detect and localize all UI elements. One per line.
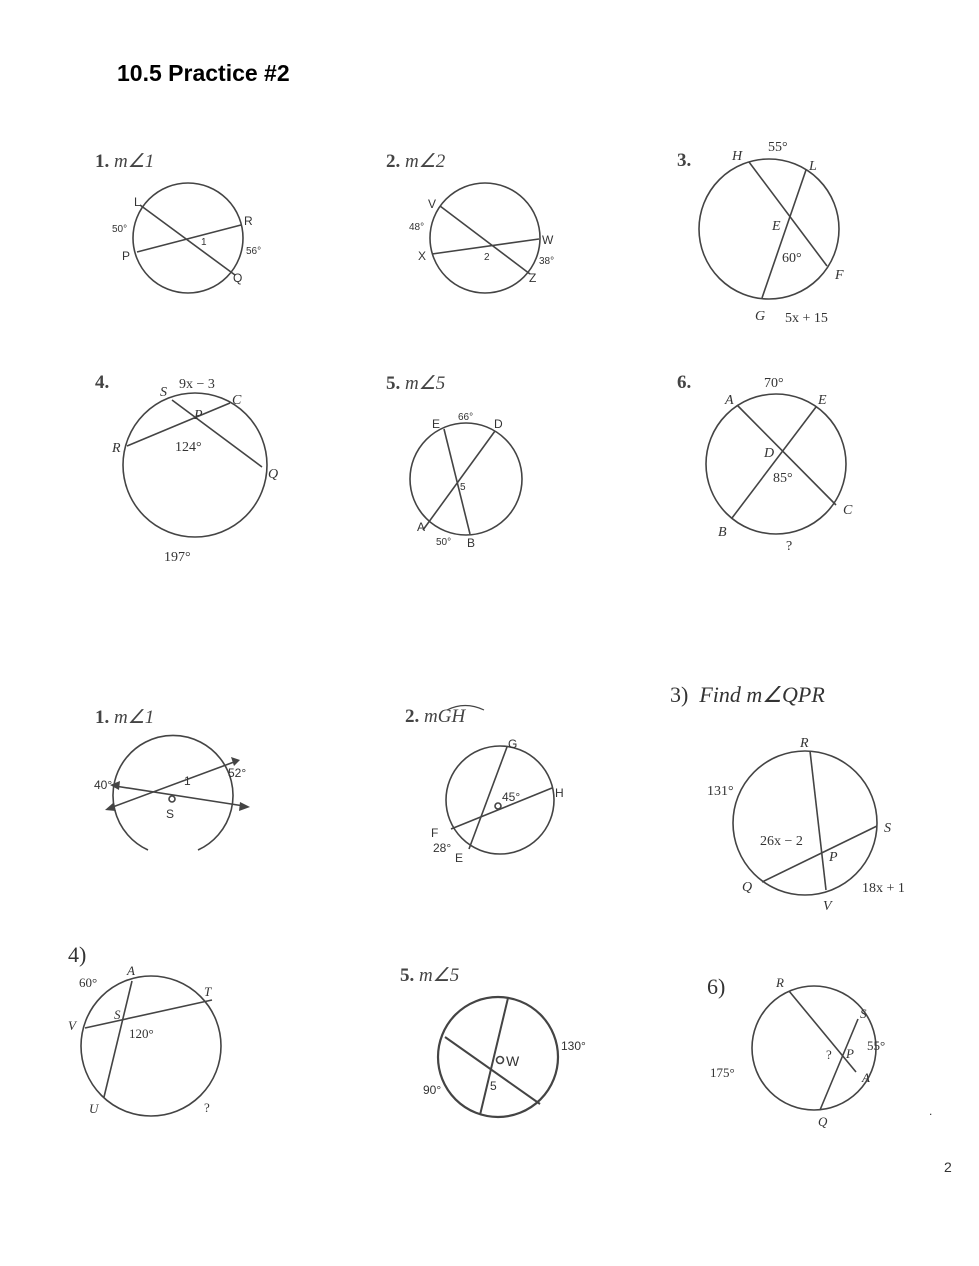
chord-pr: [137, 225, 241, 252]
problem-number: 1.: [95, 707, 110, 728]
label-e: E: [432, 417, 441, 431]
arc-label-left: 131°: [707, 784, 734, 799]
problem-expression: m∠2: [405, 151, 446, 172]
label-t: T: [204, 984, 212, 999]
label-a: A: [862, 1070, 870, 1085]
circle-arc: [113, 735, 233, 850]
arc-label-left: 175°: [710, 1065, 735, 1080]
label-s: S: [166, 807, 175, 821]
label-h: H: [555, 786, 564, 800]
label-f: F: [835, 268, 844, 283]
angle-label: 1: [201, 237, 207, 248]
label-d: D: [494, 417, 503, 431]
label-s: S: [884, 821, 891, 836]
label-r: R: [800, 736, 809, 751]
label-s: S: [114, 1007, 121, 1022]
label-z: Z: [529, 271, 537, 285]
angle-label: 120°: [129, 1026, 154, 1041]
angle-label: 1: [184, 774, 191, 788]
chord-vt: [85, 1000, 212, 1028]
center-point: [169, 796, 175, 802]
arc-label-right: 130°: [561, 1039, 586, 1053]
label-a: A: [417, 520, 426, 534]
center-point: [497, 1057, 504, 1064]
label-w: W: [506, 1053, 520, 1069]
arc-label-bottom: ?: [786, 539, 793, 554]
label-s: S: [860, 1006, 867, 1021]
label-a: A: [127, 963, 135, 978]
figure-2b: [431, 737, 564, 865]
label-v: V: [823, 899, 832, 914]
chord-ac: [737, 405, 836, 505]
arc-label-left: 50°: [112, 224, 128, 235]
problem-number: 4.: [95, 372, 110, 393]
arrowhead: [239, 802, 250, 811]
figure-3b: [707, 736, 905, 914]
figure-1b: [94, 735, 250, 850]
label-q: Q: [233, 271, 243, 285]
figure-4a: [111, 377, 278, 565]
label-e: E: [772, 219, 781, 234]
arc-label-top: 66°: [458, 412, 474, 423]
problem-expression: m∠5: [405, 373, 446, 394]
circle: [752, 986, 876, 1110]
page-title: 10.5 Practice #2: [117, 60, 290, 86]
label-g: G: [508, 737, 518, 751]
arc-label-top: 55°: [768, 140, 788, 155]
circle: [706, 394, 846, 534]
chord-au: [104, 981, 132, 1097]
chord-eb: [732, 407, 816, 518]
arc-label-left: 90°: [423, 1083, 442, 1097]
problem-number: 6.: [677, 372, 692, 393]
label-l: L: [134, 195, 141, 209]
arc-label-top: 9x − 3: [179, 377, 215, 392]
unknown-angle-label: ?: [826, 1047, 832, 1062]
problem-expression: mGH: [424, 706, 466, 727]
figure-6a: [706, 376, 853, 554]
label-p: P: [194, 408, 203, 423]
problem-number: 3.: [677, 150, 692, 171]
label-f: F: [431, 826, 439, 840]
circle: [81, 976, 221, 1116]
problem-number: 4): [68, 942, 87, 967]
chord-vz: [440, 206, 530, 274]
label-v: V: [68, 1018, 76, 1033]
chord-label: 26x − 2: [760, 834, 803, 849]
arc-label-right: 56°: [246, 246, 262, 257]
chord-1: [445, 1037, 540, 1104]
problem-expression: m∠5: [419, 965, 460, 986]
label-c: C: [843, 503, 853, 518]
center-point: [495, 803, 501, 809]
margin-dot: .: [929, 1104, 933, 1118]
label-b: B: [467, 536, 476, 550]
secant-sq: [172, 400, 262, 467]
problem-expression: Find m∠QPR: [699, 682, 825, 707]
chord-2: [480, 998, 508, 1115]
label-e: E: [455, 851, 464, 865]
arc-label-right: 38°: [539, 256, 555, 267]
angle-label: 5: [460, 482, 466, 493]
figure-4b: [68, 963, 221, 1116]
label-r: R: [776, 975, 784, 990]
problem-number: 5.: [400, 965, 415, 986]
angle-label: 85°: [773, 471, 793, 486]
label-d: D: [764, 446, 775, 461]
label-u: U: [89, 1101, 99, 1116]
arc-label-bottom: 197°: [164, 550, 191, 565]
label-e: E: [818, 393, 827, 408]
angle-label: 5: [490, 1079, 497, 1093]
problem-expression: m∠1: [114, 707, 155, 728]
arc-label-top: 70°: [764, 376, 784, 391]
problem-number: 1.: [95, 151, 110, 172]
problem-number: 5.: [386, 373, 401, 394]
secant-1: [115, 786, 244, 806]
figure-1a: [112, 183, 261, 293]
circle: [733, 751, 877, 895]
label-q: Q: [742, 880, 753, 895]
arc-label: 28°: [433, 841, 452, 855]
label-b: B: [718, 525, 727, 540]
arc-label-left: 40°: [94, 778, 113, 792]
label-h: H: [732, 149, 743, 164]
label-g: G: [755, 309, 766, 324]
arrowhead: [231, 757, 240, 766]
arc-label-bottom: 50°: [436, 537, 452, 548]
margin-mark: 2: [944, 1159, 952, 1175]
label-p: P: [829, 850, 838, 865]
label-s: S: [160, 385, 167, 400]
figure-3a: [699, 140, 844, 326]
label-p: P: [846, 1046, 854, 1061]
circle: [430, 183, 540, 293]
label-r: R: [112, 441, 121, 456]
problem-number: 6): [707, 974, 726, 999]
label-a: A: [725, 393, 734, 408]
problem-number: 2.: [405, 706, 420, 727]
angle-label: 45°: [502, 790, 521, 804]
arc-symbol: [447, 706, 484, 711]
arc-label-right: 55°: [867, 1038, 886, 1053]
circle: [446, 746, 554, 854]
figure-5a: [410, 412, 522, 550]
problem-number: 3): [670, 682, 689, 707]
label-l: L: [809, 159, 817, 174]
problem-expression: m∠1: [114, 151, 155, 172]
arc-label-bottom: 5x + 15: [785, 311, 828, 326]
figure-5b: [423, 997, 586, 1117]
arc-label-right: 52°: [228, 766, 247, 780]
label-v: V: [428, 197, 437, 211]
chord-eb: [444, 429, 470, 534]
label-p: P: [122, 249, 131, 263]
angle-label: 124°: [175, 440, 202, 455]
unknown-arc-label: ?: [204, 1100, 210, 1115]
arc-label-left: 48°: [409, 222, 425, 233]
figure-6b: [710, 975, 885, 1129]
angle-label: 60°: [782, 251, 802, 266]
label-q: Q: [268, 467, 279, 482]
arc-label: 60°: [79, 975, 98, 990]
angle-label: 2: [484, 252, 490, 263]
label-c: C: [232, 393, 242, 408]
chord-rv: [810, 751, 826, 890]
chord-lq: [140, 205, 235, 275]
label-w: W: [542, 233, 554, 247]
label-x: X: [418, 249, 427, 263]
label-q: Q: [818, 1114, 828, 1129]
chord-da: [423, 431, 495, 530]
problem-number: 2.: [386, 151, 401, 172]
figure-2a: [409, 183, 554, 293]
arc-label-right: 18x + 1: [862, 881, 905, 896]
label-r: R: [244, 214, 253, 228]
